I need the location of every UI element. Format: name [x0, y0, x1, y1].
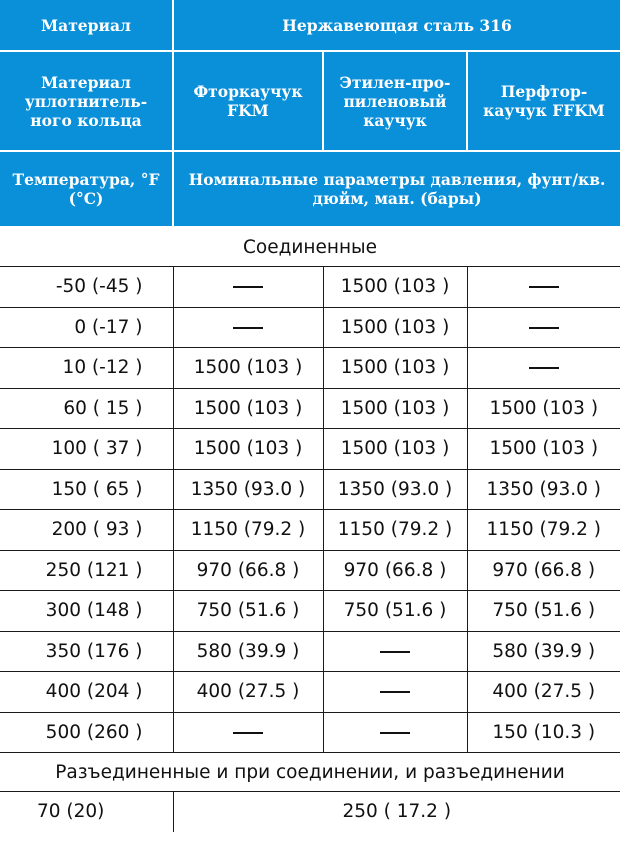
table-row — [0, 510, 620, 551]
seal-material-label: Материал уплотнитель- ного кольца — [0, 51, 173, 151]
table-row — [0, 591, 620, 632]
not-applicable-dash — [173, 307, 323, 348]
table-row — [0, 469, 620, 510]
temperature-cell: 70 (20) — [37, 801, 105, 823]
pressure-cell: 1500 (103 ) — [323, 267, 467, 308]
pressure-cell: 1500 (103 ) — [323, 307, 467, 348]
pressure-cell: 580 (39.9 ) — [173, 631, 323, 672]
pressure-cell: 1150 (79.2 ) — [323, 510, 467, 551]
temperature-cell: 250 (121 ) — [0, 550, 173, 591]
not-applicable-dash — [467, 267, 620, 308]
pressure-cell: 1500 (103 ) — [467, 388, 620, 429]
pressure-cell: 400 (27.5 ) — [467, 672, 620, 713]
material-label: Материал — [0, 0, 173, 51]
dash-mark — [529, 327, 559, 329]
seal-ffkm: Перфтор- каучук FFKM — [467, 51, 620, 151]
not-applicable-dash — [323, 712, 467, 753]
table-row — [0, 712, 620, 753]
not-applicable-dash — [467, 307, 620, 348]
temperature-cell: 500 (260 ) — [0, 712, 173, 753]
not-applicable-dash — [323, 672, 467, 713]
seal-fkm: Фторкаучук FKM — [173, 51, 323, 151]
table-row — [0, 672, 620, 713]
pressure-cell: 580 (39.9 ) — [467, 631, 620, 672]
pressure-cell: 1150 (79.2 ) — [467, 510, 620, 551]
not-applicable-dash — [323, 631, 467, 672]
temperature-cell: 200 ( 93 ) — [0, 510, 173, 551]
not-applicable-dash — [467, 348, 620, 389]
table-row — [0, 631, 620, 672]
pressure-cell: 1350 (93.0 ) — [323, 469, 467, 510]
table-row — [0, 550, 620, 591]
temperature-cell: 100 ( 37 ) — [0, 429, 173, 470]
dash-mark — [380, 651, 410, 653]
table-row — [0, 792, 620, 832]
not-applicable-dash — [173, 712, 323, 753]
table-row — [0, 267, 620, 308]
dash-mark — [529, 286, 559, 288]
temperature-cell: 400 (204 ) — [0, 672, 173, 713]
dash-mark — [233, 327, 263, 329]
dash-mark — [380, 691, 410, 693]
seal-epdm: Этилен-про- пиленовый каучук — [323, 51, 467, 151]
table-row — [0, 429, 620, 470]
pressure-cell: 1500 (103 ) — [323, 348, 467, 389]
pressure-cell: 400 (27.5 ) — [173, 672, 323, 713]
temperature-cell: 60 ( 15 ) — [0, 388, 173, 429]
pressure-cell: 970 (66.8 ) — [323, 550, 467, 591]
material-value: Нержавеющая сталь 316 — [173, 0, 620, 51]
pressure-cell: 1350 (93.0 ) — [173, 469, 323, 510]
pressure-cell: 970 (66.8 ) — [467, 550, 620, 591]
dash-mark — [233, 732, 263, 734]
temperature-cell: 150 ( 65 ) — [0, 469, 173, 510]
temperature-cell: 10 (-12 ) — [0, 348, 173, 389]
pressure-cell: 750 (51.6 ) — [467, 591, 620, 632]
pressure-cell: 250 ( 17.2 ) — [173, 792, 620, 832]
dash-mark — [380, 732, 410, 734]
section-disconnected: Разъединенные и при соединении, и разъединении — [0, 753, 620, 792]
pressure-cell: 750 (51.6 ) — [173, 591, 323, 632]
table-row — [0, 348, 620, 389]
section-connected: Соединенные — [0, 227, 620, 267]
table-row — [0, 388, 620, 429]
pressure-cell: 1500 (103 ) — [173, 348, 323, 389]
pressure-cell: 1500 (103 ) — [173, 429, 323, 470]
pressure-cell: 1500 (103 ) — [323, 388, 467, 429]
temperature-cell: 300 (148 ) — [0, 591, 173, 632]
pressure-cell: 1500 (103 ) — [323, 429, 467, 470]
pressure-cell: 750 (51.6 ) — [323, 591, 467, 632]
temperature-cell: 0 (-17 ) — [0, 307, 173, 348]
dash-mark — [233, 286, 263, 288]
not-applicable-dash — [173, 267, 323, 308]
pressure-cell: 1500 (103 ) — [173, 388, 323, 429]
pressure-cell: 1500 (103 ) — [467, 429, 620, 470]
pressure-cell: 1150 (79.2 ) — [173, 510, 323, 551]
pressure-cell: 1350 (93.0 ) — [467, 469, 620, 510]
temperature-label: Температура, °F (°C) — [0, 151, 173, 227]
temperature-cell: 350 (176 ) — [0, 631, 173, 672]
temperature-cell: -50 (-45 ) — [0, 267, 173, 308]
table-row — [0, 307, 620, 348]
pressure-cell: 970 (66.8 ) — [173, 550, 323, 591]
pressure-cell: 150 (10.3 ) — [467, 712, 620, 753]
pressure-label: Номинальные параметры давления, фунт/кв. дюйм, ман. (бары) — [173, 151, 620, 227]
dash-mark — [529, 367, 559, 369]
